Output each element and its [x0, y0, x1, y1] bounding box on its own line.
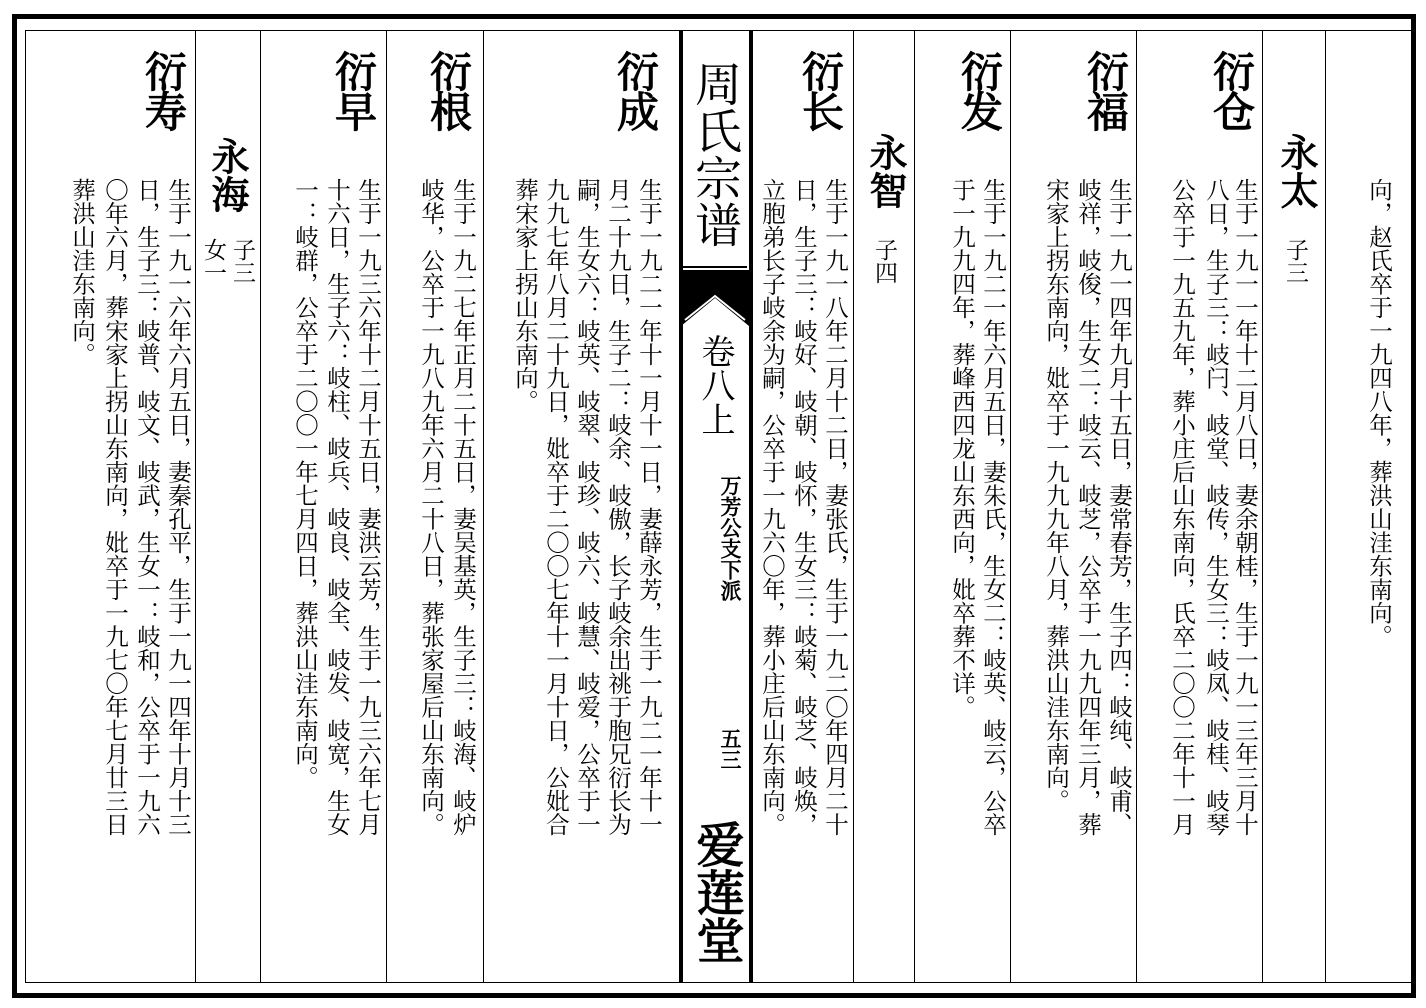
branch-label: 万芳公支下派: [718, 475, 743, 601]
person-record-line: 〇年六月，葬宋家上拐山东南向，妣卒于一九七〇年七月廿三日: [101, 178, 129, 836]
person-record-line: 生于一九一一年十二月八日，妻余朝桂，生于一九一三年三月十: [1231, 178, 1259, 836]
column-rule: [1136, 30, 1137, 983]
person-name: 衍仓: [1207, 50, 1256, 130]
center-column-rule-left: [679, 30, 683, 983]
father-name: 永海: [205, 137, 250, 213]
column-rule: [914, 30, 915, 983]
hall-name: 爱莲堂: [688, 820, 744, 964]
column-rule: [853, 30, 854, 983]
person-record-line: 日，生子三：岐普、岐文、岐武，生女一：岐和，公卒于一九六: [133, 178, 161, 836]
person-record-line: 一：岐群，公卒于二〇〇一年七月四日，葬洪山洼东南向。: [291, 178, 319, 789]
person-record-line: 生于一九一四年九月十五日，妻常春芳，生子四：岐纯、岐甫、: [1105, 178, 1133, 836]
person-record-line: 生于一九二一年十一月十一日，妻薛永芳，生于一九二一年十一: [635, 178, 663, 836]
fishtail-mark: [681, 270, 749, 326]
volume-label: 卷八上: [695, 334, 735, 436]
column-rule: [386, 30, 387, 983]
person-record-line: 九九七年八月二十九日，妣卒于二〇〇七年十一月十日，公妣合: [542, 178, 570, 836]
column-rule: [1262, 30, 1263, 983]
column-rule: [195, 30, 196, 983]
person-name: 衍寿: [139, 50, 188, 130]
column-rule: [260, 30, 261, 983]
person-record-line: 葬宋家上拐山东南向。: [511, 178, 539, 413]
person-record-line: 八日，生子三：岐闩、岐堂、岐传，生女三：岐凤、岐桂、岐琴: [1202, 178, 1230, 836]
person-record-line: 岐祥，岐俊，生女二：岐云、岐芝，公卒于一九九四年三月，葬: [1074, 178, 1102, 836]
person-record-line: 宋家上拐东南向，妣卒于一九九九年八月，葬洪山洼东南向。: [1042, 178, 1070, 813]
person-record-line: 生于一九二一年六月五日，妻朱氏，生女二：岐英、岐云，公卒: [979, 178, 1007, 836]
person-name: 衍发: [955, 50, 1004, 130]
genealogy-title: 周氏宗谱: [687, 60, 742, 248]
person-record-line: 岐华，公卒于一九八九年六月二十八日，葬张家屋后山东南向。: [417, 178, 445, 836]
sons-count: 子四: [871, 238, 897, 284]
person-name: 衍根: [424, 50, 473, 130]
person-record-line: 月二十九日，生子二：岐余、岐傲，长子岐余出祧于胞兄衍长为: [604, 178, 632, 836]
person-record-line: 嗣，生女六：岐英、岐翠、岐珍、岐六、岐慧、岐爱，公卒于一: [573, 178, 601, 836]
person-record-line: 十六日，生子六：岐柱、岐兵、岐良、岐全、岐发、岐宽，生女: [323, 178, 351, 836]
column-rule: [483, 30, 484, 983]
daughters-count: 女一: [200, 238, 226, 284]
sons-count: 子三: [1282, 238, 1308, 284]
column-rule: [1325, 30, 1326, 983]
father-name: 永智: [863, 133, 908, 209]
person-record-line: 生于一九二七年正月二十五日，妻吴基英，生子三：岐海、岐炉: [449, 178, 477, 836]
page-number: 五三: [718, 728, 743, 770]
person-record-line: 于一九九四年，葬峰西四龙山东西向，妣卒葬不详。: [948, 178, 976, 719]
person-name: 衍早: [329, 50, 378, 130]
person-name: 衍成: [611, 50, 660, 130]
person-record-line: 生于一九三六年十二月十五日，妻洪云芳，生于一九三六年七月: [354, 178, 382, 836]
person-record-line: 葬洪山洼东南向。: [68, 178, 96, 366]
person-name: 衍长: [796, 50, 845, 130]
center-column-rule-right: [749, 30, 753, 983]
person-record-line: 生于一九一八年二月十二日，妻张氏，生于一九二〇年四月二十: [821, 178, 849, 836]
title-divider: [683, 266, 747, 268]
continuation-text: 向，赵氏卒于一九四八年，葬洪山洼东南向。: [1365, 178, 1393, 648]
person-record-line: 立胞弟长子岐余为嗣，公卒于一九六〇年，葬小庄后山东南向。: [758, 178, 786, 836]
person-record-line: 公卒于一九五九年，葬小庄后山东南向，氏卒二〇〇二年十一月: [1168, 178, 1196, 836]
father-name: 永太: [1274, 133, 1319, 209]
person-record-line: 生于一九一六年六月五日，妻秦孔平，生于一九一四年十月十三: [164, 178, 192, 836]
column-rule: [1010, 30, 1011, 983]
person-record-line: 日，生子三：岐好、岐朝、岐怀，生女三：岐菊、岐芝、岐焕，: [790, 178, 818, 836]
person-name: 衍福: [1081, 50, 1130, 130]
sons-count: 子三: [229, 238, 255, 284]
